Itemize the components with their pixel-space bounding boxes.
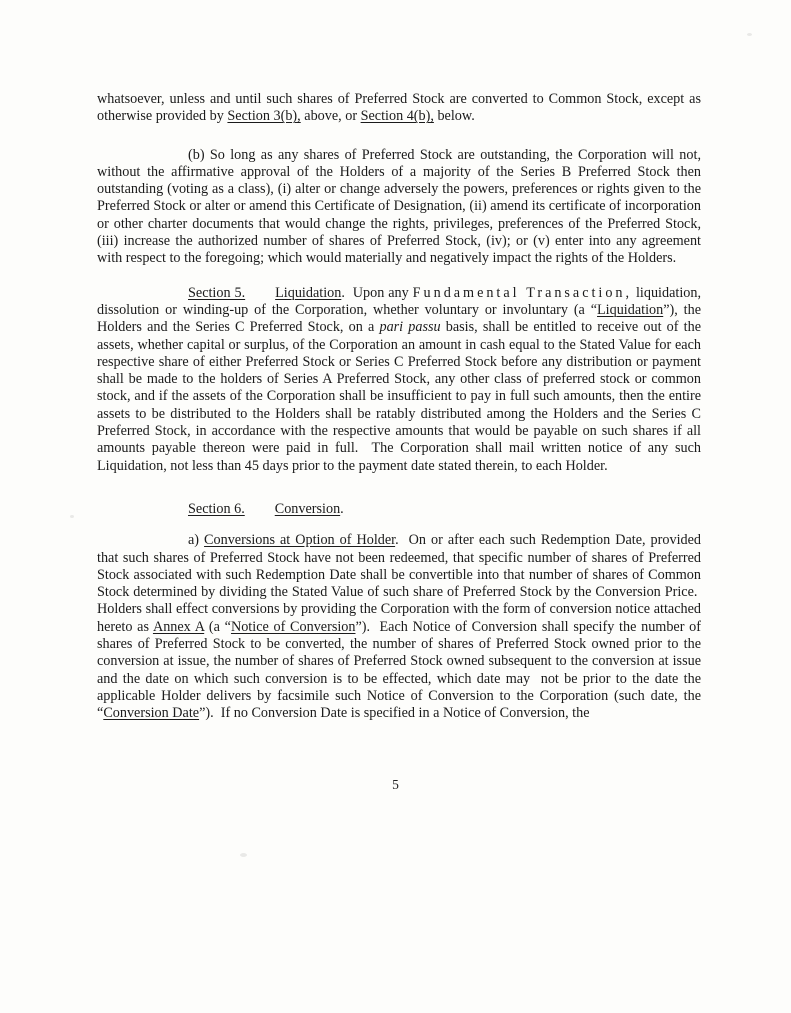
text-run: Liquidation <box>275 284 342 301</box>
paragraph-b-protective-provisions <box>97 147 701 268</box>
paragraph-a-conversions-at-option-of-holder <box>97 532 701 722</box>
text-run: . <box>340 500 344 517</box>
text-run: ”). If no Conversion Date is specified in a Notice of Conversion, the <box>199 705 590 722</box>
scan-speck <box>240 853 247 857</box>
document-body <box>97 91 701 723</box>
text-run: below. <box>433 108 475 125</box>
text-run: whatsoever, unless and until such shares of Preferred Stock are converted to Common Stock, except as otherwise provided by <box>97 91 701 125</box>
text-run: basis, shall be entitled to receive out of the assets, whether capital or surplus, of the Corporation an amount in cash equal to the Stated Value for each respective share of either Preferred Stock or Series C Preferred Stock before any distribution or payment shall be made to the holders of Series A Preferred Stock, any other class of preferred stock or common stock, and if the assets of the Corporation shall be insufficient to pay in full such amounts, then the entire assets to be distributed to the Holders shall be ratably distributed among the Holders and the Series C Preferred Stock, in accordance with the respective amounts that would be payable on such shares if all amounts payable thereon were paid in full. The Corporation shall mail written notice of any such Liquidation, not less than 45 days prior to the payment date stated therein, to each Holder. <box>97 319 701 474</box>
scan-speck <box>747 33 752 36</box>
text-run: a) <box>188 532 205 549</box>
text-run: Notice of Conversion <box>230 618 356 635</box>
text-run: Fundamental Transaction, <box>412 284 633 301</box>
text-run: Liquidation <box>597 301 664 318</box>
section-6-heading <box>97 501 701 518</box>
text-run: Annex A <box>152 618 205 635</box>
text-run: (a “ <box>204 618 231 635</box>
text-run: ”), the Holders and the Series C Preferred Stock, on a <box>97 301 701 336</box>
text-run: Section 6. <box>188 500 245 517</box>
text-run: Section 4(b), <box>360 108 434 125</box>
text-run: (b) So long as any shares of Preferred Stock are outstanding, the Corporation will not, without the affirmative approval of the Holders of a majority of the Series B Preferred Stock then outstanding (voting as a class), (i) alter or change adversely the powers, preferences or rights given to the Preferred Stock or alter or amend this Certificate of Designation, (ii) amend its certificate of incorporation or other charter documents that would change the rights, privileges, preferences of the Preferred Stock, (iii) increase the authorized number of shares of Preferred Stock, (iv); or (v) enter into any agreement with respect to the foregoing; which would materially and negatively impact the rights of the Holders. <box>97 146 701 267</box>
text-run: Section 5. <box>188 284 246 301</box>
text-run: . Upon any <box>341 284 413 301</box>
text-run: above, or <box>300 108 361 125</box>
text-run: Conversion Date <box>103 705 200 722</box>
text-run: Section 3(b), <box>227 108 301 125</box>
continuation-paragraph <box>97 91 701 126</box>
page-number: 5 <box>392 777 399 792</box>
text-run: Conversions at Option of Holder <box>204 532 396 549</box>
text-run: liquidation, dissolution or winding-up of the Corporation, whether voluntary or involuntary (a “ <box>97 284 701 318</box>
text-run: ”). Each Notice of Conversion shall specify the number of shares of Preferred Stock to be converted, the number of shares of Preferred Stock owned prior to the conversion at issue, the number of shares of Preferred Stock owned subsequent to the conversion at issue and the date on which such conversion is to be effected, which date may not be prior to the date the applicable Holder delivers by facsimile such Notice of Conversion to the Corporation (such date, the “ <box>97 618 701 722</box>
section-5-liquidation-paragraph <box>97 285 701 475</box>
text-run: Conversion <box>274 500 341 517</box>
text-run: . On or after each such Redemption Date, provided that such shares of Preferred Stock have not been redeemed, that specific number of shares of Preferred Stock associated with such Redemption Date shall be convertible into that number of shares of Common Stock determined by dividing the Stated Value of such share of Preferred Stock by the Conversion Price. Holders shall effect conversions by providing the Corporation with the form of conversion notice attached hereto as <box>97 532 701 635</box>
scan-speck <box>70 515 74 518</box>
text-run: pari passu <box>379 319 441 336</box>
